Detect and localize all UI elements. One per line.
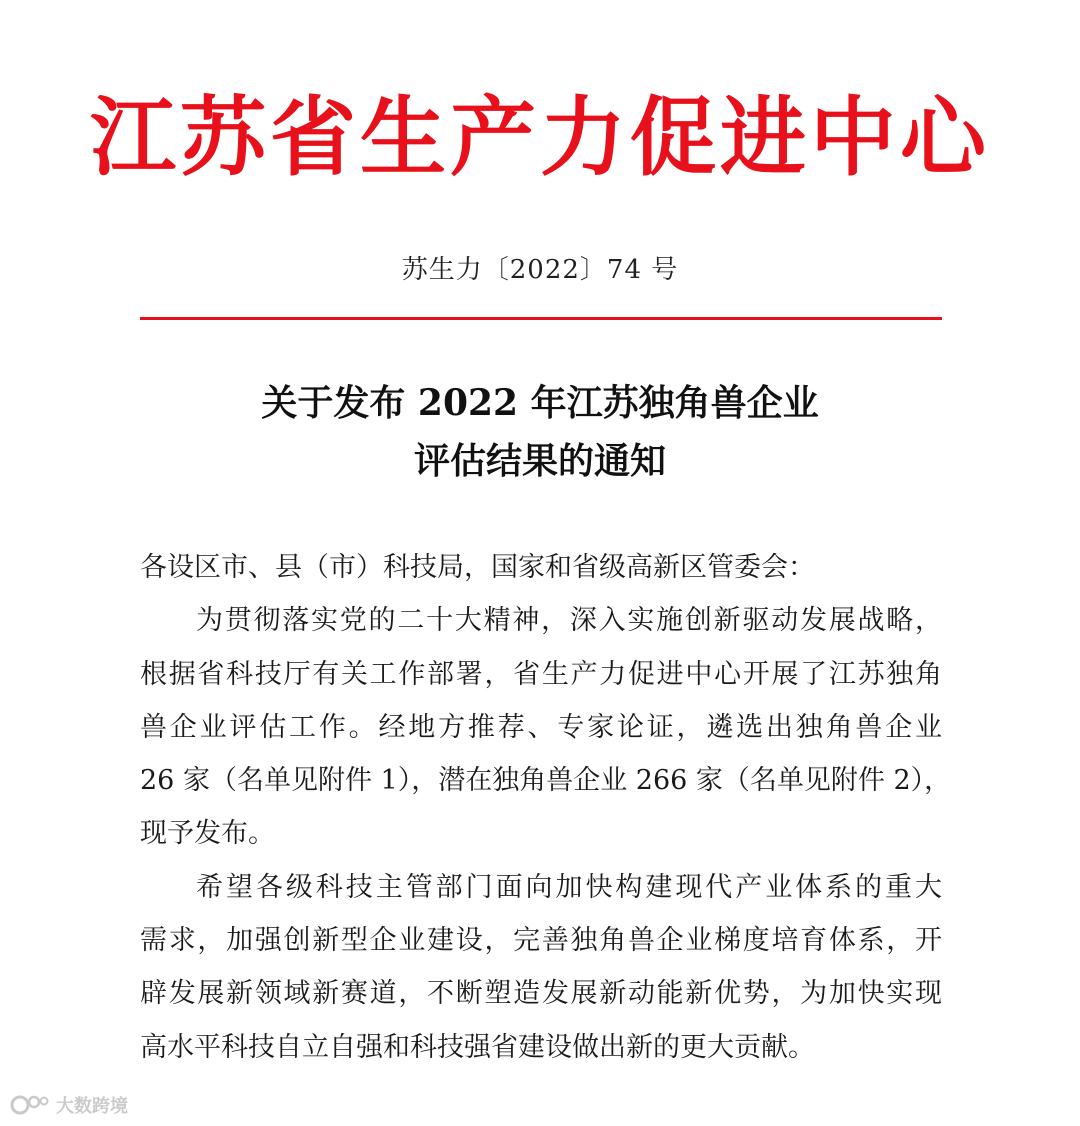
body-line: 辟发展新领域新赛道，不断塑造发展新动能新优势，为加快实现 <box>140 978 942 1010</box>
document-number: 苏生力〔2022〕74 号 <box>401 255 679 285</box>
body-line: 26 家（名单见附件 1），潜在独角兽企业 266 家（名单见附件 2）， <box>140 765 952 797</box>
notice-body <box>140 541 952 1074</box>
notice-title <box>0 374 1080 490</box>
red-divider-line <box>140 317 942 320</box>
body-line: 现予发布。 <box>140 818 275 850</box>
organization-header: 江苏省生产力促进中心 <box>90 87 990 188</box>
body-line: 希望各级科技主管部门面向加快构建现代产业体系的重大 <box>196 871 942 903</box>
body-line: 为贯彻落实党的二十大精神，深入实施创新驱动发展战略， <box>196 605 942 637</box>
body-line: 根据省科技厅有关工作部署，省生产力促进中心开展了江苏独角 <box>140 658 942 690</box>
body-line: 高水平科技自立自强和科技强省建设做出新的更大贡献。 <box>140 1031 815 1063</box>
notice-title-line-2: 评估结果的通知 <box>413 440 666 482</box>
salutation: 各设区市、县（市）科技局，国家和省级高新区管委会： <box>140 552 815 583</box>
body-line: 需求，加强创新型企业建设，完善独角兽企业梯度培育体系，开 <box>140 925 942 957</box>
watermark-text: 大数跨境 <box>56 1096 128 1117</box>
body-line: 兽企业评估工作。经地方推荐、专家论证，遴选出独角兽企业 <box>140 711 942 743</box>
notice-title-line-1: 关于发布 2022 年江苏独角兽企业 <box>261 382 819 424</box>
logo-icon <box>10 1093 50 1117</box>
watermark <box>10 1090 128 1120</box>
